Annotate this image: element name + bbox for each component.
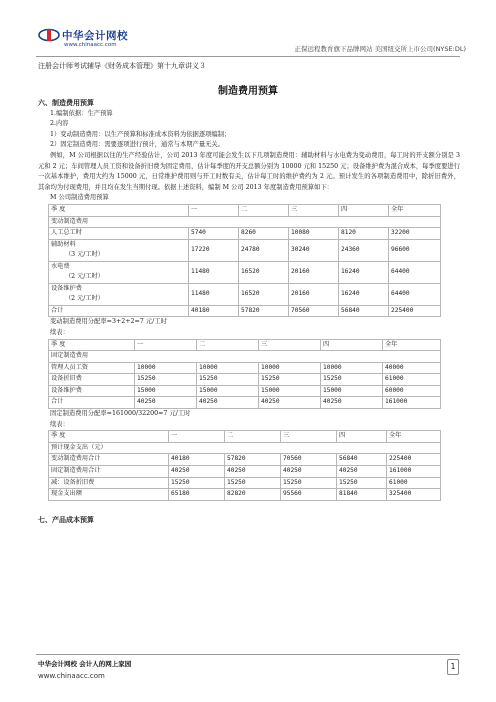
- list-item: 1.编制依据：生产预算: [50, 109, 113, 117]
- table-row: [49, 228, 441, 240]
- table-row: [49, 397, 441, 409]
- table-cell: 10000: [259, 362, 321, 374]
- list-item: 2）固定制造费用：需要逐项进行预计，通常与本期产量无关。: [50, 141, 225, 149]
- cash-outflow-table: [48, 430, 441, 501]
- table-cell: 10000: [197, 362, 259, 374]
- breadcrumb: 注册会计师考试辅导《财务成本管理》第十九章讲义３: [38, 62, 206, 70]
- table-row: [49, 283, 441, 305]
- table-cell: 16240: [339, 283, 389, 305]
- table-section-row: [49, 442, 441, 454]
- table-cell: 20160: [289, 261, 339, 283]
- table-cell: 40250: [259, 397, 321, 409]
- table-row: [49, 374, 441, 386]
- table-row: [49, 261, 441, 283]
- table-cell: 56840: [337, 454, 387, 466]
- footer-url[interactable]: www.chinaacc.com: [38, 672, 105, 680]
- row-unit: （2 元/工时）: [65, 273, 104, 281]
- section-heading-7: 七、产品成本预算: [38, 515, 94, 524]
- table-row: [49, 466, 441, 478]
- row-unit: （3 元/工时）: [65, 251, 104, 259]
- page-header: [0, 0, 496, 56]
- table-cell: 70560: [289, 305, 339, 317]
- table-header-cell: 一: [169, 431, 225, 443]
- table-cell: 15000: [321, 385, 383, 397]
- table-cell: 15250: [321, 374, 383, 386]
- table-header-cell: 全年: [383, 339, 441, 351]
- header-divider: [36, 56, 460, 57]
- table-cell: 15000: [197, 385, 259, 397]
- row-label: 人工总工时: [49, 228, 189, 240]
- table-cell: 64400: [389, 261, 441, 283]
- table-header-cell: 全年: [389, 204, 441, 216]
- table-header-cell: 三: [281, 431, 337, 443]
- table-cell: 40250: [135, 397, 197, 409]
- table-cell: 40250: [281, 466, 337, 478]
- table-row: [49, 385, 441, 397]
- row-label: 管理人员工资: [49, 362, 135, 374]
- table-header-cell: 二: [239, 204, 289, 216]
- continued-label: 续表：: [50, 420, 69, 428]
- table-cell: 10000: [321, 362, 383, 374]
- table-cell: 20160: [289, 283, 339, 305]
- table-cell: 161000: [383, 397, 441, 409]
- continued-label: 续表：: [50, 328, 69, 336]
- table-header-cell: 二: [225, 431, 281, 443]
- table-header-cell: 三: [259, 339, 321, 351]
- row-label: 设备维护费: [49, 385, 135, 397]
- list-item: 2.内容: [50, 120, 69, 128]
- page-number: 1: [447, 659, 459, 675]
- table-cell: 325400: [387, 489, 441, 501]
- table-header-row: [49, 204, 441, 216]
- table-cell: 56840: [339, 305, 389, 317]
- table-cell: 8260: [239, 228, 289, 240]
- fixed-overhead-table: [48, 339, 441, 410]
- table-cell: 82820: [225, 489, 281, 501]
- table-note: 固定制造费用分配率=161000/32200=7 元/工时: [50, 410, 191, 418]
- table-row: [49, 477, 441, 489]
- table-cell: 161000: [387, 466, 441, 478]
- table-section-label: 变动制造费用: [49, 216, 441, 228]
- table-cell: 96600: [389, 239, 441, 261]
- table-cell: 40180: [189, 305, 239, 317]
- spacer: [38, 501, 460, 515]
- table-section-label: 固定制造费用: [49, 351, 441, 363]
- table-cell: 40250: [197, 397, 259, 409]
- table-cell: 8120: [339, 228, 389, 240]
- table-cell: 15250: [281, 477, 337, 489]
- table-section-label: 预计现金支出（元）: [49, 442, 441, 454]
- table-header-cell: 三: [289, 204, 339, 216]
- table-cell: 15000: [135, 385, 197, 397]
- table-cell: 61000: [387, 477, 441, 489]
- table-header-cell: 四: [337, 431, 387, 443]
- table-cell: 40000: [383, 362, 441, 374]
- table-row: [49, 454, 441, 466]
- row-label: 合计: [49, 305, 189, 317]
- table-cell: 16520: [239, 283, 289, 305]
- table-header-cell: 季 度: [49, 431, 169, 443]
- table-cell: 10000: [135, 362, 197, 374]
- table-cell: 225400: [389, 305, 441, 317]
- footer-slogan: 中华会计网校 会计人的网上家园: [38, 660, 132, 668]
- table-header-row: [49, 339, 441, 351]
- table-cell: 24780: [239, 239, 289, 261]
- section-heading-6: 六、制造费用预算: [38, 99, 94, 107]
- row-label: 变动制造费用合计: [49, 454, 169, 466]
- table-section-row: [49, 216, 441, 228]
- table-cell: 16520: [239, 261, 289, 283]
- table-header-cell: 一: [135, 339, 197, 351]
- table-cell: 57820: [239, 305, 289, 317]
- logo-text: 中华会计网校: [62, 30, 128, 42]
- page-title: 制造费用预算: [218, 86, 278, 97]
- table-cell: 16240: [339, 261, 389, 283]
- table-cell: 225400: [387, 454, 441, 466]
- variable-overhead-table: [48, 204, 441, 317]
- table-cell: 15250: [169, 477, 225, 489]
- list-item: 1）变动制造费用：以生产预算和标准成本资料为依据逐项编制；: [50, 130, 231, 138]
- table-cell: 15250: [135, 374, 197, 386]
- table-cell: 40250: [337, 466, 387, 478]
- logo-url[interactable]: www.chinaacc.com: [64, 42, 117, 48]
- table-section-row: [49, 351, 441, 363]
- table-header-cell: 二: [197, 339, 259, 351]
- table-caption: M 公司制造费用预算: [50, 194, 109, 202]
- table-row: [49, 489, 441, 501]
- row-label: 减：设备折旧费: [49, 477, 169, 489]
- table-header-row: [49, 431, 441, 443]
- table-row: [49, 239, 441, 261]
- row-label: 合计: [49, 397, 135, 409]
- row-label-text: 辅助材料: [51, 240, 76, 248]
- header-slogan: 正保远程教育旗下品牌网站 美国纽交所上市公司(NYSE:DL): [294, 45, 466, 53]
- table-cell: 15250: [259, 374, 321, 386]
- row-label: [49, 261, 189, 283]
- table-header-cell: 一: [189, 204, 239, 216]
- table-cell: 60000: [383, 385, 441, 397]
- row-label: 现金支出额: [49, 489, 169, 501]
- table-header-cell: 季 度: [49, 339, 135, 351]
- table-cell: 40250: [169, 466, 225, 478]
- table-cell: 15000: [259, 385, 321, 397]
- row-label: 设备折旧费: [49, 374, 135, 386]
- table-header-cell: 四: [321, 339, 383, 351]
- table-cell: 40180: [169, 454, 225, 466]
- table-header-cell: 全年: [387, 431, 441, 443]
- table-cell: 15250: [197, 374, 259, 386]
- table-cell: 32200: [389, 228, 441, 240]
- row-unit: （2 元/工时）: [65, 295, 104, 303]
- table-cell: 11480: [189, 283, 239, 305]
- table-cell: 61000: [383, 374, 441, 386]
- table-cell: 81840: [337, 489, 387, 501]
- example-paragraph: 例如，M 公司根据以往的生产经验估计，公司 2013 年度可能会发生以下几项制造费用：辅助材料与水电费为变动费用，每工时的开支额分别是 3 元和 2 元；车间管理人员工资和设备折旧费为固定费用，估计每季度的开支总额分别为 10000 元和 15250 元；设备维护费为混合成本，每季度要进行一次基本维护，费用大约为 15000 元，日常维护费用则与开工时数有关，估计每工时的维护费约为 2 元。预计发生的各项制造费用中，除折旧费外，其余均为付现费用，并且均在发生当期付现。依据上述资料，编制 M 公司 2013 年度制造费用预算如下：: [38, 151, 460, 191]
- table-cell: 17220: [189, 239, 239, 261]
- main-content: [38, 98, 460, 525]
- table-row: [49, 305, 441, 317]
- table-cell: 5740: [189, 228, 239, 240]
- table-cell: 40250: [225, 466, 281, 478]
- table-cell: 30240: [289, 239, 339, 261]
- row-label-text: 设备维护费: [51, 284, 82, 292]
- table-row: [49, 362, 441, 374]
- row-label: [49, 239, 189, 261]
- table-header-cell: 季 度: [49, 204, 189, 216]
- row-label: [49, 283, 189, 305]
- table-cell: 11480: [189, 261, 239, 283]
- table-header-cell: 四: [339, 204, 389, 216]
- row-label: 固定制造费用合计: [49, 466, 169, 478]
- table-cell: 40250: [321, 397, 383, 409]
- table-cell: 65180: [169, 489, 225, 501]
- row-label-text: 水电费: [51, 262, 70, 270]
- table-cell: 70560: [281, 454, 337, 466]
- table-cell: 57820: [225, 454, 281, 466]
- table-cell: 15250: [337, 477, 387, 489]
- table-note: 变动制造费用分配率=3+2+2=7 元/工时: [50, 318, 167, 326]
- footer-divider: [36, 654, 460, 655]
- table-cell: 24360: [339, 239, 389, 261]
- table-cell: 95560: [281, 489, 337, 501]
- table-cell: 10080: [289, 228, 339, 240]
- table-cell: 64400: [389, 283, 441, 305]
- logo-icon: [38, 28, 60, 42]
- table-cell: 15250: [225, 477, 281, 489]
